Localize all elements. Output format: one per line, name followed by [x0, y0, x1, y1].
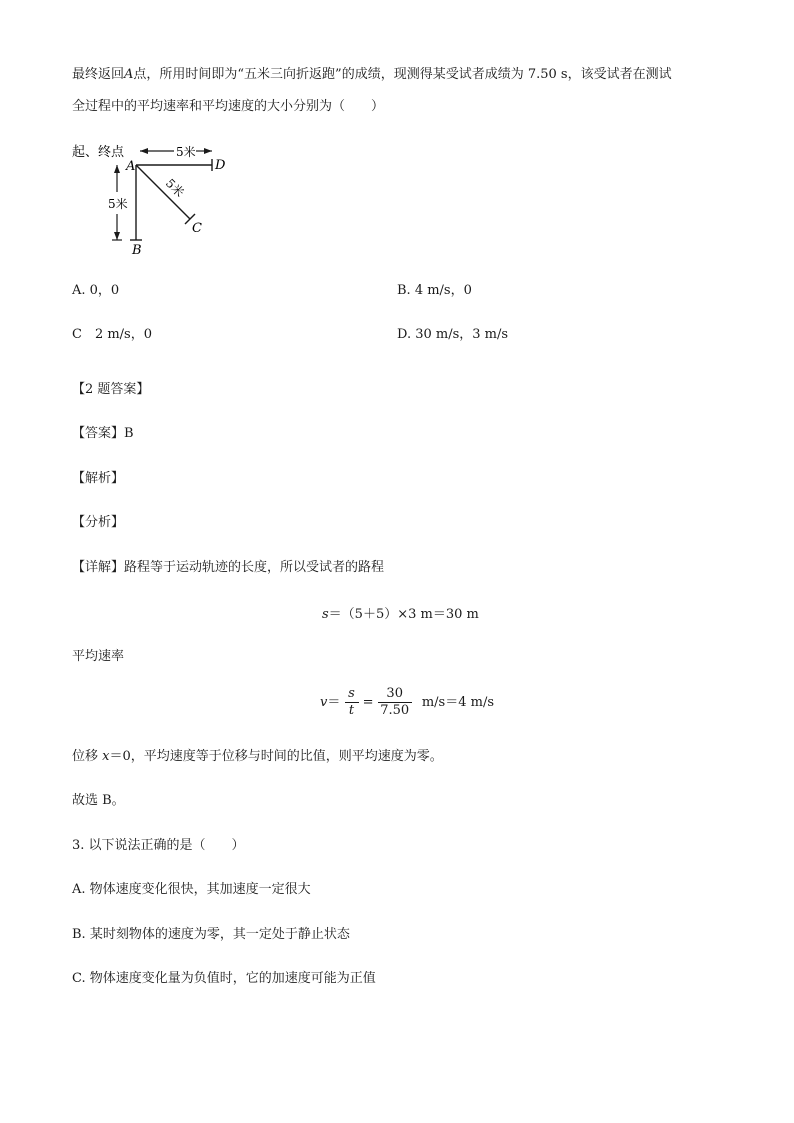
point-b-label: B [132, 243, 142, 258]
fenxi-label: 【分析】 [72, 515, 125, 530]
option-c: C 2 m/s，0 [72, 327, 152, 342]
analysis-label: 【解析】 [72, 471, 125, 486]
option-d: D. 30 m/s，3 m/s [397, 327, 509, 342]
equation-path-length: s＝（5＋5）×3 m＝30 m [322, 607, 479, 622]
question3-stem: 3. 以下说法正确的是（ ） [72, 838, 245, 853]
option-b: B. 4 m/s，0 [397, 283, 472, 298]
length-ab-label: 5米 [108, 197, 128, 211]
question3-option-b: B. 某时刻物体的速度为零，其一定处于静止状态 [72, 927, 350, 942]
point-d-label: D [215, 158, 226, 173]
question2-stem-line2: 全过程中的平均速率和平均速度的大小分别为（ ） [72, 99, 385, 114]
question3-option-a: A. 物体速度变化很快，其加速度一定很大 [72, 882, 311, 897]
fraction-s-over-t: $\frac{s}{t}$ [345, 686, 359, 719]
conclusion-line: 故选 B。 [72, 793, 125, 808]
displacement-line: 位移 x＝0，平均速度等于位移与时间的比值，则平均速度为零。 [72, 749, 443, 764]
option-a: A. 0，0 [72, 283, 120, 298]
question2-stem-line1: 最终返回A点，所用时间即为“五米三向折返跑”的成绩，现测得某受试者成绩为 7.50 s，该受试者在测试 [72, 67, 672, 82]
answer-line: 【答案】B [72, 426, 134, 441]
shuttle-run-diagram [70, 136, 240, 262]
length-ac-label: 5米 [162, 176, 187, 200]
detail-line: 【详解】路程等于运动轨迹的长度，所以受试者的路程 [72, 560, 385, 575]
answer-header: 【2 题答案】 [72, 382, 150, 397]
equation-avg-rate: v＝ $\frac{s}{t}$ = $\frac{30}{7.50}$ m/s＝4 m/s [320, 686, 495, 718]
question3-option-c: C. 物体速度变化量为负值时，它的加速度可能为正值 [72, 971, 376, 986]
start-end-label: 起、终点 [72, 145, 125, 160]
fraction-30-over-750: $\frac{30}{7.50}$ [378, 686, 412, 719]
avg-rate-label: 平均速率 [72, 649, 125, 664]
point-a-label: A [124, 67, 134, 82]
length-ad-label: 5米 [176, 145, 196, 159]
point-c-label: C [192, 221, 202, 236]
point-a-diagram-label: A [126, 159, 136, 174]
